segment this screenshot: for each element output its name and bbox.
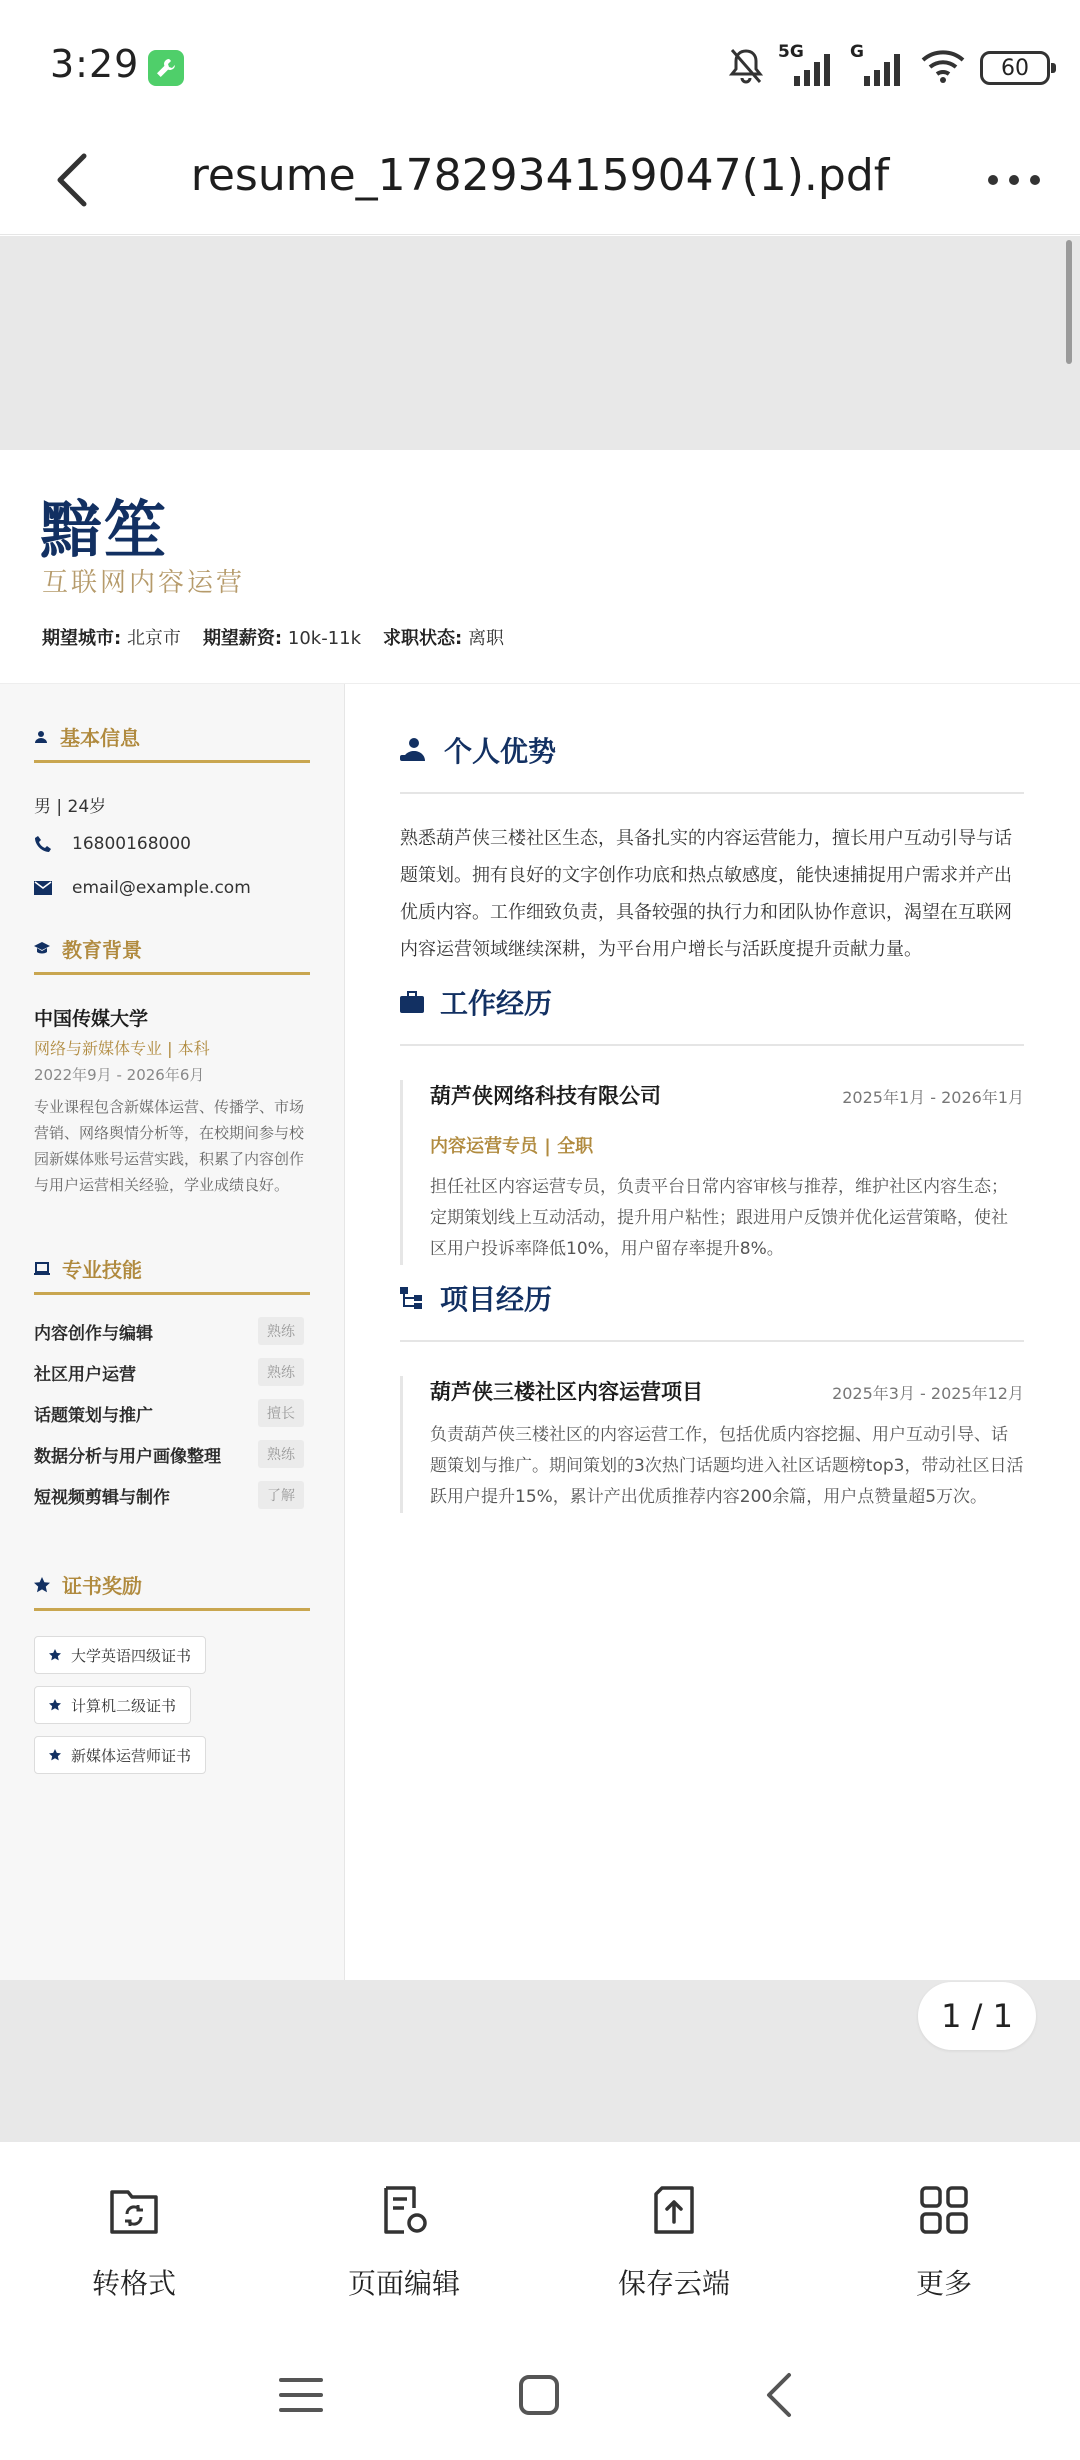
project-tree-icon <box>400 1287 424 1309</box>
home-square-icon <box>518 2374 560 2416</box>
page-indicator: 1 / 1 <box>918 1982 1036 2050</box>
document-title: resume_1782934159047(1).pdf <box>190 150 890 201</box>
gender-age: 男 | 24岁 <box>34 797 107 817</box>
bell-muted-icon <box>728 47 764 89</box>
signal-icon <box>778 42 836 88</box>
section-basic-info: 基本信息 <box>34 722 140 751</box>
phone-row: 16800168000 <box>34 834 191 854</box>
section-projects: 项目经历 <box>400 1278 552 1318</box>
battery-level: 60 <box>1001 55 1029 81</box>
system-nav-bar <box>0 2330 1080 2460</box>
section-education: 教育背景 <box>34 934 142 963</box>
project-description: 负责葫芦侠三楼社区的内容运营工作，包括优质内容挖掘、用户互动引导、话题策划与推广。期间策划的3次热门话题均进入社区话题榜top3，带动社区日活跃用户提升15%，累计产出优质推荐内容200余篇，用户点赞量超5万次。 <box>430 1425 1024 1507</box>
bottom-toolbar <box>0 2142 1080 2330</box>
section-divider <box>34 1292 310 1295</box>
title-bar <box>0 130 1080 235</box>
more-button[interactable] <box>974 140 1054 220</box>
school-name: 中国传媒大学 <box>34 1008 149 1030</box>
cloud-save-button[interactable]: 保存云端 <box>564 2182 784 2312</box>
network-label-g: G <box>850 42 864 62</box>
back-arrow-icon <box>52 152 92 208</box>
skill-item: 数据分析与用户画像整理 熟练 <box>34 1439 304 1469</box>
network-label-5g: 5G <box>778 42 804 62</box>
certificate-item: 新媒体运营师证书 <box>34 1736 206 1774</box>
advantage-text: 熟悉葫芦侠三楼社区生态，具备扎实的内容运营能力，擅长用户互动引导与话题策划。拥有良好的文字创作功底和热点敏感度，能快速捕捉用户需求并产出优质内容。工作细致负责，具备较强的执行力和团队协作意识，渴望在互联网内容运营领域继续深耕，为平台用户增长与活跃度提升贡献力量。 <box>400 828 1012 960</box>
school-description: 专业课程包含新媒体运营、传播学、市场营销、网络舆情分析等，在校期间参与校园新媒体账号运营实践，积累了内容创作与用户运营相关经验，学业成绩良好。 <box>34 1098 305 1194</box>
section-skills: 专业技能 <box>34 1254 142 1283</box>
section-divider <box>400 1340 1024 1342</box>
skill-item: 短视频剪辑与制作 了解 <box>34 1480 304 1510</box>
status-time: 3:29 <box>50 42 140 86</box>
wifi-icon <box>920 47 966 89</box>
skill-item: 话题策划与推广 擅长 <box>34 1398 304 1428</box>
meta-city: 期望城市: 北京市 <box>42 628 181 649</box>
resume-name: 黯笙 <box>40 493 169 566</box>
back-button[interactable] <box>32 140 112 220</box>
status-icons <box>728 42 1050 90</box>
convert-format-button[interactable]: 转格式 <box>24 2182 244 2312</box>
graduation-cap-icon <box>34 942 50 956</box>
page-edit-button[interactable]: 页面编辑 <box>294 2182 514 2312</box>
skill-item: 内容创作与编辑 熟练 <box>34 1316 304 1346</box>
pdf-page <box>0 450 1080 1980</box>
status-bar <box>0 0 1080 130</box>
phone-icon <box>34 835 52 853</box>
resume-meta <box>42 624 504 650</box>
nav-home-button[interactable] <box>494 2360 584 2430</box>
briefcase-icon <box>400 991 424 1013</box>
meta-status: 求职状态: 离职 <box>383 628 504 649</box>
more-tools-button[interactable]: 更多 <box>834 2182 1054 2312</box>
skill-item: 社区用户运营 熟练 <box>34 1357 304 1387</box>
nav-back-icon <box>765 2372 793 2418</box>
battery-icon <box>980 51 1050 85</box>
wrench-icon <box>148 50 184 86</box>
work-period: 2025年1月 - 2026年1月 <box>842 1088 1024 1107</box>
star-icon <box>34 1577 50 1593</box>
nav-back-button[interactable] <box>734 2360 824 2430</box>
star-icon <box>49 1699 61 1711</box>
certificate-item: 大学英语四级证书 <box>34 1636 206 1674</box>
section-divider <box>34 972 310 975</box>
school-major: 网络与新媒体专业 | 本科 <box>34 1039 210 1058</box>
work-position: 内容运营专员 | 全职 <box>430 1136 594 1157</box>
signal-icon-2 <box>850 42 906 88</box>
email-row: email@example.com <box>34 878 251 898</box>
convert-format-icon <box>106 2182 162 2238</box>
certificate-item: 计算机二级证书 <box>34 1686 191 1724</box>
person-icon <box>34 730 48 744</box>
section-certificates: 证书奖励 <box>34 1570 142 1599</box>
section-advantage: 个人优势 <box>400 730 556 770</box>
resume-header <box>0 450 1080 684</box>
work-company: 葫芦侠网络科技有限公司 <box>430 1084 661 1108</box>
project-period: 2025年3月 - 2025年12月 <box>832 1384 1024 1403</box>
resume-main <box>346 684 1080 1980</box>
school-period: 2022年9月 - 2026年6月 <box>34 1066 205 1084</box>
cloud-save-icon <box>646 2182 702 2238</box>
resume-role: 互联网内容运营 <box>42 568 246 598</box>
star-icon <box>49 1749 61 1761</box>
project-item <box>400 1376 1024 1513</box>
star-icon <box>49 1649 61 1661</box>
menu-icon <box>279 2376 323 2414</box>
section-divider <box>400 1044 1024 1046</box>
pdf-viewer[interactable] <box>0 236 1080 2142</box>
scrollbar-thumb[interactable] <box>1066 240 1072 364</box>
work-item <box>400 1080 1024 1265</box>
more-dots-icon <box>987 174 1041 186</box>
laptop-icon <box>34 1262 50 1276</box>
section-divider <box>34 1608 310 1611</box>
mail-icon <box>34 881 52 895</box>
person-hand-icon <box>400 737 428 763</box>
page-edit-icon <box>376 2182 432 2238</box>
resume-sidebar <box>0 684 345 1980</box>
project-name: 葫芦侠三楼社区内容运营项目 <box>430 1380 703 1404</box>
section-divider <box>34 760 310 763</box>
meta-salary: 期望薪资: 10k-11k <box>202 628 362 649</box>
nav-menu-button[interactable] <box>256 2360 346 2430</box>
section-work: 工作经历 <box>400 982 552 1022</box>
work-description: 担任社区内容运营专员，负责平台日常内容审核与推荐，维护社区内容生态；定期策划线上互动活动，提升用户粘性；跟进用户反馈并优化运营策略，使社区用户投诉率降低10%，用户留存率提升8%。 <box>430 1177 1008 1259</box>
grid-more-icon <box>916 2182 972 2238</box>
section-divider <box>400 792 1024 794</box>
